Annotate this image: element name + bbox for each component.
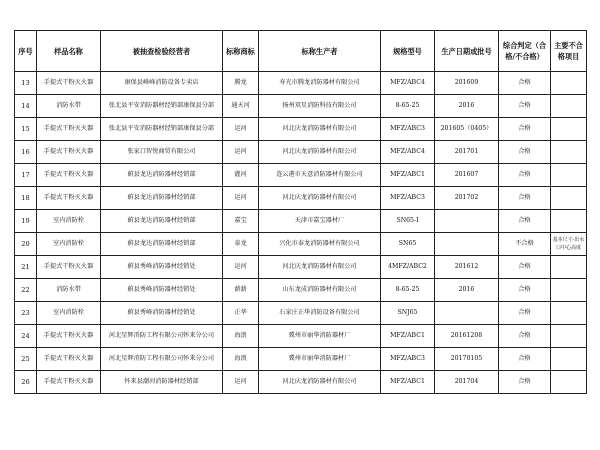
cell-product: 手提式干粉灭火器 bbox=[37, 371, 101, 394]
cell-date: 20170105 bbox=[435, 348, 499, 371]
cell-operator: 蔚县龙达消防器材经销部 bbox=[101, 233, 223, 256]
cell-operator: 河北星辉消防工程有限公司怀来分公司 bbox=[101, 325, 223, 348]
cell-date bbox=[435, 233, 499, 256]
cell-brand: 灌河 bbox=[223, 164, 259, 187]
cell-verdict: 合格 bbox=[499, 164, 551, 187]
header-model: 规格型号 bbox=[381, 31, 435, 72]
cell-operator: 蔚县秀峰消防器材经销处 bbox=[101, 302, 223, 325]
cell-model: SN65 bbox=[381, 233, 435, 256]
cell-model: MFZ/ABC1 bbox=[381, 325, 435, 348]
cell-producer: 河北庆龙消防器材有限公司 bbox=[259, 256, 381, 279]
cell-verdict: 合格 bbox=[499, 371, 551, 394]
cell-brand: 海浪 bbox=[223, 325, 259, 348]
cell-date: 201609 bbox=[435, 72, 499, 95]
header-operator: 被抽查检验经营者 bbox=[101, 31, 223, 72]
table-row bbox=[15, 348, 587, 371]
table-row bbox=[15, 256, 587, 279]
cell-date: 201702 bbox=[435, 187, 499, 210]
cell-issues bbox=[551, 256, 587, 279]
cell-verdict: 合格 bbox=[499, 348, 551, 371]
cell-product: 手提式干粉灭火器 bbox=[37, 72, 101, 95]
cell-model: MFZ/ABC3 bbox=[381, 118, 435, 141]
cell-verdict: 合格 bbox=[499, 302, 551, 325]
cell-product: 手提式干粉灭火器 bbox=[37, 348, 101, 371]
header-date: 生产日期或批号 bbox=[435, 31, 499, 72]
header-product: 样品名称 bbox=[37, 31, 101, 72]
cell-seq: 14 bbox=[15, 95, 37, 118]
cell-issues bbox=[551, 371, 587, 394]
cell-product: 消防水带 bbox=[37, 95, 101, 118]
cell-issues: 基本尺寸-出水口中心高度 bbox=[551, 233, 587, 256]
cell-operator: 河北星辉消防工程有限公司怀来分公司 bbox=[101, 348, 223, 371]
header-seq: 序号 bbox=[15, 31, 37, 72]
cell-brand: 嘉宝 bbox=[223, 210, 259, 233]
cell-brand: 运河 bbox=[223, 371, 259, 394]
cell-issues bbox=[551, 118, 587, 141]
cell-product: 消防水带 bbox=[37, 279, 101, 302]
cell-seq: 16 bbox=[15, 141, 37, 164]
cell-producer: 河北庆龙消防器材有限公司 bbox=[259, 187, 381, 210]
cell-producer: 寿光市腾龙消防器材有限公司 bbox=[259, 72, 381, 95]
cell-operator: 怀来县潮河消防器材经销部 bbox=[101, 371, 223, 394]
cell-seq: 20 bbox=[15, 233, 37, 256]
cell-brand: 泰龙 bbox=[223, 233, 259, 256]
cell-brand: 腾龙 bbox=[223, 72, 259, 95]
cell-producer: 连云港市天意消防器材有限公司 bbox=[259, 164, 381, 187]
cell-seq: 15 bbox=[15, 118, 37, 141]
cell-seq: 23 bbox=[15, 302, 37, 325]
cell-date: 201605（0405） bbox=[435, 118, 499, 141]
cell-verdict: 合格 bbox=[499, 210, 551, 233]
cell-model: 4MFZ/ABC2 bbox=[381, 256, 435, 279]
cell-verdict: 合格 bbox=[499, 95, 551, 118]
cell-verdict: 合格 bbox=[499, 256, 551, 279]
table-row bbox=[15, 279, 587, 302]
cell-model: 8-65-25 bbox=[381, 279, 435, 302]
cell-product: 手提式干粉灭火器 bbox=[37, 256, 101, 279]
table-row bbox=[15, 325, 587, 348]
header-brand: 标称商标 bbox=[223, 31, 259, 72]
table-row bbox=[15, 371, 587, 394]
cell-product: 室内消防栓 bbox=[37, 233, 101, 256]
cell-producer: 河北庆龙消防器材有限公司 bbox=[259, 141, 381, 164]
cell-product: 手提式干粉灭火器 bbox=[37, 164, 101, 187]
cell-producer: 冀州市丽华消防器材厂 bbox=[259, 325, 381, 348]
table-row bbox=[15, 187, 587, 210]
cell-seq: 26 bbox=[15, 371, 37, 394]
cell-operator: 蔚县龙达消防器材经销部 bbox=[101, 210, 223, 233]
cell-issues bbox=[551, 187, 587, 210]
cell-brand: 通天河 bbox=[223, 95, 259, 118]
cell-seq: 21 bbox=[15, 256, 37, 279]
cell-date: 201704 bbox=[435, 371, 499, 394]
cell-product: 手提式干粉灭火器 bbox=[37, 325, 101, 348]
cell-issues bbox=[551, 279, 587, 302]
cell-verdict: 合格 bbox=[499, 72, 551, 95]
cell-operator: 张家口智悦商贸有限公司 bbox=[101, 141, 223, 164]
cell-brand: 正华 bbox=[223, 302, 259, 325]
cell-seq: 24 bbox=[15, 325, 37, 348]
cell-seq: 13 bbox=[15, 72, 37, 95]
cell-brand: 薪薪 bbox=[223, 279, 259, 302]
cell-operator: 蔚县龙达消防器材经销部 bbox=[101, 164, 223, 187]
cell-issues bbox=[551, 164, 587, 187]
cell-brand: 运河 bbox=[223, 187, 259, 210]
table-row bbox=[15, 164, 587, 187]
cell-verdict: 合格 bbox=[499, 141, 551, 164]
cell-model: MFZ/ABC4 bbox=[381, 141, 435, 164]
cell-seq: 22 bbox=[15, 279, 37, 302]
table-row bbox=[15, 302, 587, 325]
cell-issues bbox=[551, 210, 587, 233]
cell-brand: 运河 bbox=[223, 141, 259, 164]
inspection-results-document bbox=[14, 30, 587, 394]
cell-producer: 扬州双星消防科技有限公司 bbox=[259, 95, 381, 118]
cell-verdict: 合格 bbox=[499, 325, 551, 348]
cell-verdict: 合格 bbox=[499, 118, 551, 141]
cell-issues bbox=[551, 141, 587, 164]
cell-producer: 天津市嘉宝器材厂 bbox=[259, 210, 381, 233]
cell-issues bbox=[551, 302, 587, 325]
cell-operator: 张北县平安消防器材经销部康保县分部 bbox=[101, 118, 223, 141]
cell-seq: 19 bbox=[15, 210, 37, 233]
cell-model: SNJ65 bbox=[381, 302, 435, 325]
cell-model: MFZ/ABC1 bbox=[381, 371, 435, 394]
header-producer: 标称生产者 bbox=[259, 31, 381, 72]
cell-model: MFZ/ABC4 bbox=[381, 72, 435, 95]
table-header-row bbox=[15, 31, 587, 72]
cell-operator: 蔚县秀峰消防器材经销处 bbox=[101, 279, 223, 302]
cell-date bbox=[435, 210, 499, 233]
cell-date: 201612 bbox=[435, 256, 499, 279]
cell-producer: 河北庆龙消防器材有限公司 bbox=[259, 371, 381, 394]
table-row bbox=[15, 118, 587, 141]
cell-product: 室内消防栓 bbox=[37, 302, 101, 325]
cell-issues bbox=[551, 72, 587, 95]
table-row bbox=[15, 233, 587, 256]
table-row bbox=[15, 141, 587, 164]
table-row bbox=[15, 72, 587, 95]
cell-producer: 石家庄正华消防设备有限公司 bbox=[259, 302, 381, 325]
cell-product: 手提式干粉灭火器 bbox=[37, 187, 101, 210]
cell-operator: 蔚县秀峰消防器材经销处 bbox=[101, 256, 223, 279]
header-issues: 主要不合格项目 bbox=[551, 31, 587, 72]
cell-model: MFZ/ABC3 bbox=[381, 348, 435, 371]
cell-model: SN65-Ⅰ bbox=[381, 210, 435, 233]
header-verdict: 综合判定（合格/不合格） bbox=[499, 31, 551, 72]
cell-issues bbox=[551, 325, 587, 348]
cell-product: 室内消防栓 bbox=[37, 210, 101, 233]
cell-seq: 25 bbox=[15, 348, 37, 371]
cell-verdict: 合格 bbox=[499, 187, 551, 210]
cell-model: MFZ/ABC3 bbox=[381, 187, 435, 210]
cell-date: 201701 bbox=[435, 141, 499, 164]
cell-issues bbox=[551, 348, 587, 371]
cell-date: 201607 bbox=[435, 164, 499, 187]
inspection-results-table bbox=[14, 30, 587, 394]
cell-producer: 河北庆龙消防器材有限公司 bbox=[259, 118, 381, 141]
table-row bbox=[15, 95, 587, 118]
cell-operator: 康保县峰峰消防设备专卖店 bbox=[101, 72, 223, 95]
cell-date: 2016 bbox=[435, 279, 499, 302]
cell-date: 2016 bbox=[435, 95, 499, 118]
cell-producer: 兴化市泰龙消防器材有限公司 bbox=[259, 233, 381, 256]
cell-date: 20161208 bbox=[435, 325, 499, 348]
cell-brand: 运河 bbox=[223, 118, 259, 141]
table-row bbox=[15, 210, 587, 233]
cell-producer: 山东龙成消防器材有限公司 bbox=[259, 279, 381, 302]
cell-issues bbox=[551, 95, 587, 118]
cell-seq: 17 bbox=[15, 164, 37, 187]
cell-date bbox=[435, 302, 499, 325]
cell-operator: 张北县平安消防器材经销部康保县分部 bbox=[101, 95, 223, 118]
cell-operator: 蔚县龙达消防器材经销部 bbox=[101, 187, 223, 210]
cell-verdict: 不合格 bbox=[499, 233, 551, 256]
cell-model: MFZ/ABC1 bbox=[381, 164, 435, 187]
cell-verdict: 合格 bbox=[499, 279, 551, 302]
cell-model: 8-65-25 bbox=[381, 95, 435, 118]
cell-product: 手提式干粉灭火器 bbox=[37, 141, 101, 164]
cell-brand: 海浪 bbox=[223, 348, 259, 371]
cell-product: 手提式干粉灭火器 bbox=[37, 118, 101, 141]
cell-producer: 冀州市丽华消防器材厂 bbox=[259, 348, 381, 371]
cell-seq: 18 bbox=[15, 187, 37, 210]
cell-brand: 运河 bbox=[223, 256, 259, 279]
